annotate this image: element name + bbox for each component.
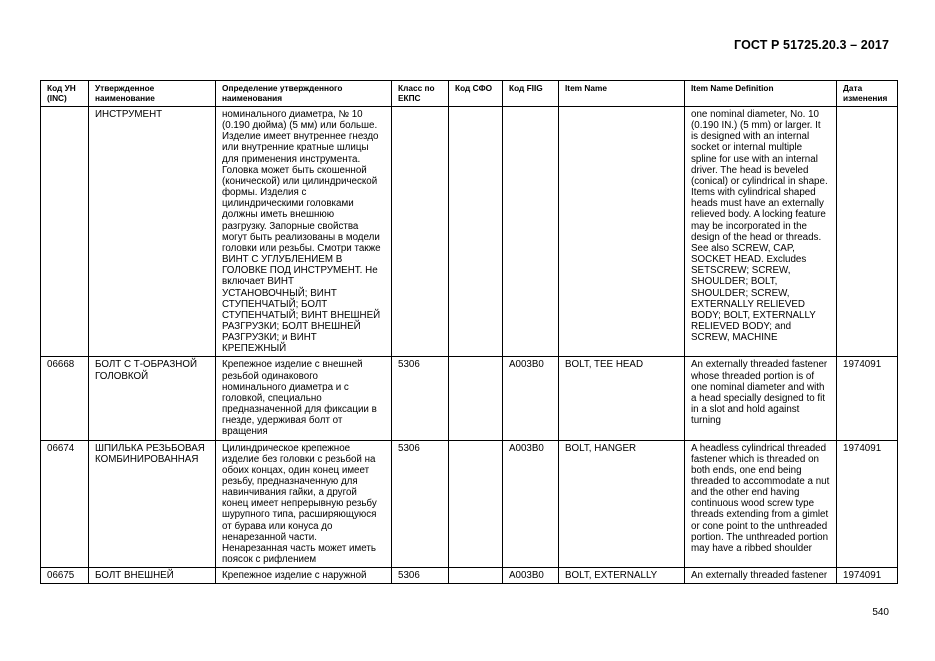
cell-inc — [41, 107, 89, 357]
cell-date — [837, 107, 898, 357]
table-header-row — [41, 81, 898, 107]
col-header-definition-en: Item Name Definition — [685, 81, 837, 107]
cell-definition-ru: Цилиндрическое крепежное изделие без головки с резьбой на обоих концах, один конец имеет резьбу, предназначенную для навинчивания гайки, а другой конец имеет непрерывную резьбу шурупного типа, расширяющуюся от бурава или конуса до ненарезанной части. Ненарезанная часть может иметь поясок с рифлением — [216, 440, 392, 568]
cell-class — [392, 107, 449, 357]
cell-definition-ru: номинального диаметра, № 10 (0.190 дюйма) (5 мм) или больше. Изделие имеет внутреннее гнездо или внутренние кратные шлицы для применения инструмента. Головка может быть скошенной (конической) или цилиндрической формы. Изделия с цилиндрическими головками должны иметь внешнюю разгрузку. Запорные свойства могут быть реализованы в модели головки или резьбы. Смотри также ВИНТ С УГЛУБЛЕНИЕМ В ГОЛОВКЕ ПОД ИНСТРУМЕНТ. Не включает ВИНТ УСТАНОВОЧНЫЙ; ВИНТ СТУПЕНЧАТЫЙ; БОЛТ СТУПЕНЧАТЫЙ; ВИНТ ВНЕШНЕЙ РАЗГРУЗКИ; БОЛТ ВНЕШНЕЙ РАЗГРУЗКИ; и ВИНТ КРЕПЕЖНЫЙ — [216, 107, 392, 357]
table-row — [41, 568, 898, 584]
cell-date: 1974091 — [837, 357, 898, 440]
cell-inc: 06675 — [41, 568, 89, 584]
cell-item-name: BOLT, EXTERNALLY — [559, 568, 685, 584]
cell-item-name: BOLT, HANGER — [559, 440, 685, 568]
cell-definition-en: one nominal diameter, No. 10 (0.190 IN.) (5 mm) or larger. It is designed with an internal socket or internal multiple spline for use with an internal driver. The head is beveled (conical) or cylindrical in shape. Items with cylindrical shaped heads must have an externally relieved body. A locking feature may be incorporated in the design of the head or threads. See also SCREW, CAP, SOCKET HEAD. Excludes SETSCREW; SCREW, SHOULDER; BOLT, SHOULDER; SCREW, EXTERNALLY RELIEVED BODY; BOLT, EXTERNALLY RELIEVED BODY; and SCREW, MACHINE — [685, 107, 837, 357]
table-row — [41, 357, 898, 440]
col-header-fiig: Код FIIG — [503, 81, 559, 107]
cell-class: 5306 — [392, 357, 449, 440]
cell-definition-en: An externally threaded fastener — [685, 568, 837, 584]
cell-sfo — [449, 107, 503, 357]
cell-item-name: BOLT, TEE HEAD — [559, 357, 685, 440]
cell-fiig: A003B0 — [503, 440, 559, 568]
col-header-item-name: Item Name — [559, 81, 685, 107]
cell-definition-en: A headless cylindrical threaded fastener which is threaded on both ends, one end being threaded to accommodate a nut and the other end having continuous wood screw type threads extending from a gimlet or cone point to the unthreaded portion. The unthreaded portion may have a ribbed shoulder — [685, 440, 837, 568]
cell-inc: 06674 — [41, 440, 89, 568]
cell-fiig: A003B0 — [503, 568, 559, 584]
col-header-definition-ru: Определение утвержденного наименования — [216, 81, 392, 107]
cell-fiig: A003B0 — [503, 357, 559, 440]
cell-name-ru: ШПИЛЬКА РЕЗЬБОВАЯ КОМБИНИРОВАННАЯ — [89, 440, 216, 568]
cell-sfo — [449, 440, 503, 568]
col-header-inc: Код УН (INC) — [41, 81, 89, 107]
items-table — [40, 80, 898, 584]
cell-name-ru: ИНСТРУМЕНТ — [89, 107, 216, 357]
cell-date: 1974091 — [837, 568, 898, 584]
table-row — [41, 440, 898, 568]
cell-sfo — [449, 568, 503, 584]
col-header-date: Дата изменения — [837, 81, 898, 107]
cell-date: 1974091 — [837, 440, 898, 568]
cell-class: 5306 — [392, 440, 449, 568]
cell-definition-ru: Крепежное изделие с наружной — [216, 568, 392, 584]
cell-fiig — [503, 107, 559, 357]
cell-definition-en: An externally threaded fastener whose threaded portion is of one nominal diameter and with a head specially designed to fit in a slot and hold against turning — [685, 357, 837, 440]
cell-definition-ru: Крепежное изделие с внешней резьбой одинакового номинального диаметра и с головкой, специально предназначенной для фиксации в гнезде, удерживая болт от вращения — [216, 357, 392, 440]
col-header-approved-name: Утвержденное наименование — [89, 81, 216, 107]
cell-item-name — [559, 107, 685, 357]
cell-inc: 06668 — [41, 357, 89, 440]
cell-name-ru: БОЛТ ВНЕШНЕЙ — [89, 568, 216, 584]
col-header-sfo: Код СФО — [449, 81, 503, 107]
document-id: ГОСТ Р 51725.20.3 – 2017 — [734, 38, 889, 52]
cell-name-ru: БОЛТ С Т-ОБРАЗНОЙ ГОЛОВКОЙ — [89, 357, 216, 440]
page-number: 540 — [872, 607, 889, 618]
cell-sfo — [449, 357, 503, 440]
table-row — [41, 107, 898, 357]
cell-class: 5306 — [392, 568, 449, 584]
col-header-class: Класс по ЕКПС — [392, 81, 449, 107]
